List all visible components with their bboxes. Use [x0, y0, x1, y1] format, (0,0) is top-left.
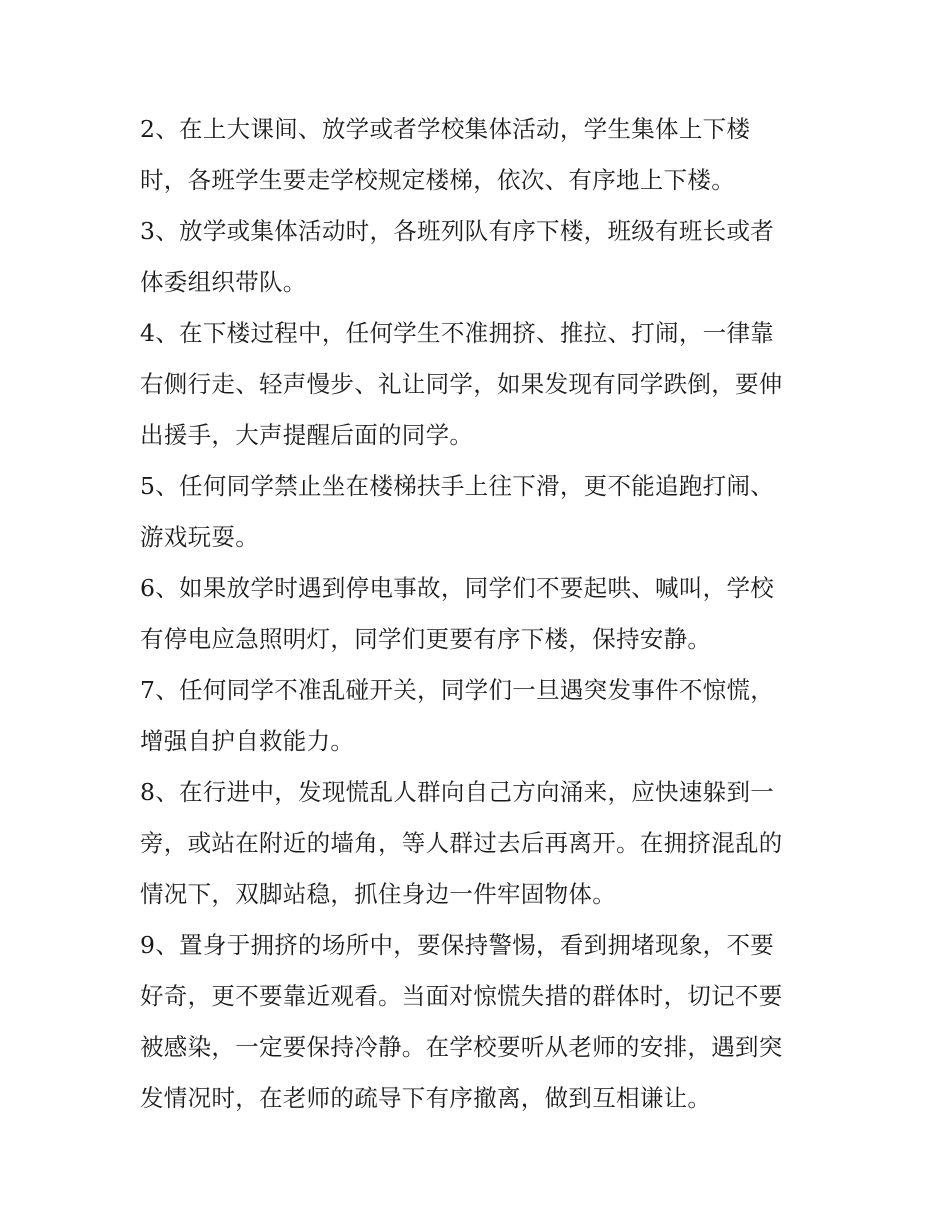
text-line-rule-4-b: 右侧行走、轻声慢步、礼让同学，如果发现有同学跌倒，要伸 [140, 370, 783, 398]
text-line-rule-2-a: 2、在上大课间、放学或者学校集体活动，学生集体上下楼 [140, 115, 751, 143]
text-line-rule-8-c: 情况下，双脚站稳，抓住身边一件牢固物体。 [140, 880, 616, 908]
text-line-rule-4-c: 出援手，大声提醒后面的同学。 [140, 421, 474, 449]
text-line-rule-7-a: 7、任何同学不准乱碰开关，同学们一旦遇突发事件不惊慌， [140, 676, 775, 704]
text-line-rule-5-b: 游戏玩耍。 [140, 523, 259, 551]
text-line-rule-6-a: 6、如果放学时遇到停电事故，同学们不要起哄、喊叫，学校 [140, 574, 775, 602]
text-line-rule-9-a: 9、置身于拥挤的场所中，要保持警惕，看到拥堵现象，不要 [140, 931, 775, 959]
text-line-rule-8-b: 旁，或站在附近的墙角，等人群过去后再离开。在拥挤混乱的 [140, 829, 783, 857]
text-line-rule-7-b: 增强自护自救能力。 [140, 727, 355, 755]
text-line-rule-6-b: 有停电应急照明灯，同学们更要有序下楼，保持安静。 [140, 625, 712, 653]
text-line-rule-8-a: 8、在行进中，发现慌乱人群向自己方向涌来，应快速躲到一 [140, 778, 775, 806]
text-line-rule-3-b: 体委组织带队。 [140, 268, 307, 296]
text-line-rule-3-a: 3、放学或集体活动时，各班列队有序下楼，班级有班长或者 [140, 217, 775, 245]
text-line-rule-9-d: 发情况时，在老师的疏导下有序撤离，做到互相谦让。 [140, 1084, 712, 1112]
text-line-rule-9-b: 好奇，更不要靠近观看。当面对惊慌失措的群体时，切记不要 [140, 982, 783, 1010]
text-line-rule-2-b: 时，各班学生要走学校规定楼梯，依次、有序地上下楼。 [140, 166, 735, 194]
text-line-rule-9-c: 被感染，一定要保持冷静。在学校要听从老师的安排，遇到突 [140, 1033, 783, 1061]
document-body [140, 104, 820, 1124]
text-line-rule-4-a: 4、在下楼过程中，任何学生不准拥挤、推拉、打闹，一律靠 [140, 319, 775, 347]
text-line-rule-5-a: 5、任何同学禁止坐在楼梯扶手上往下滑，更不能追跑打闹、 [140, 472, 775, 500]
